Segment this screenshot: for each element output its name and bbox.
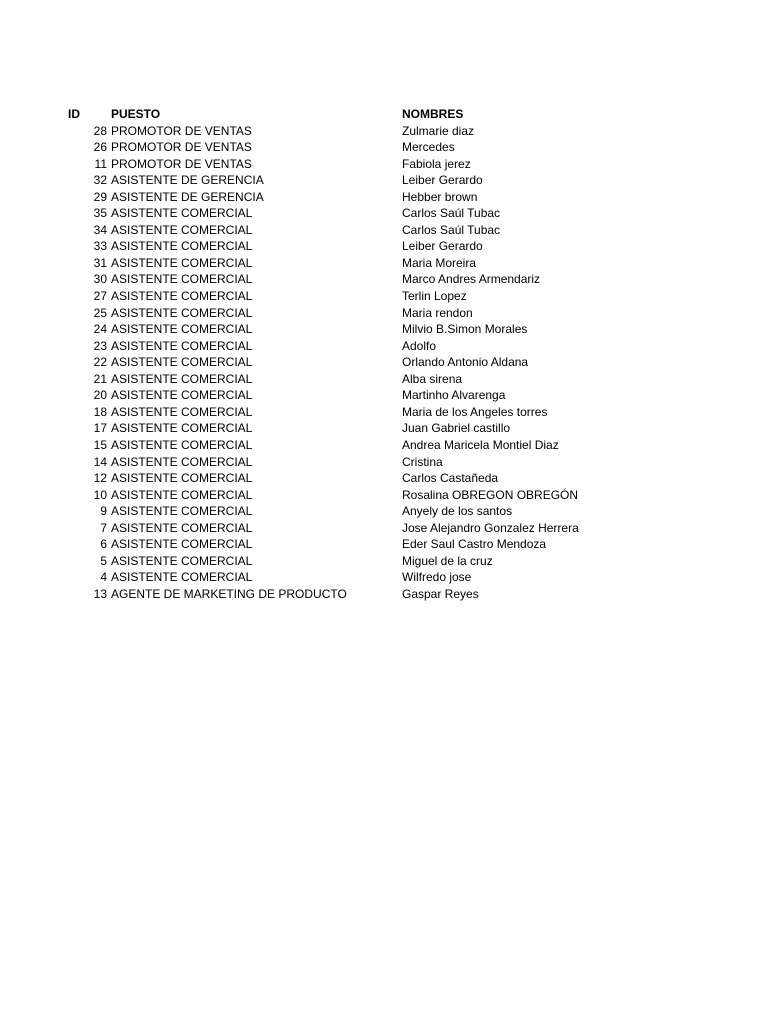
table-row (0, 520, 768, 537)
row-id: 4 (100, 570, 107, 585)
row-nombre: Jose Alejandro Gonzalez Herrera (402, 520, 579, 535)
table-row (0, 156, 768, 173)
row-puesto: AGENTE DE MARKETING DE PRODUCTO (111, 586, 347, 601)
row-nombre: Miguel de la cruz (402, 553, 493, 568)
row-id: 32 (93, 173, 107, 188)
row-id: 20 (93, 388, 107, 403)
table-row (0, 437, 768, 454)
row-nombre: Gaspar Reyes (402, 586, 479, 601)
row-puesto: ASISTENTE COMERCIAL (111, 404, 253, 419)
table-row (0, 205, 768, 222)
table-row (0, 172, 768, 189)
row-id: 27 (93, 289, 107, 303)
row-id: 25 (93, 305, 107, 320)
row-puesto: ASISTENTE DE GERENCIA (111, 189, 264, 204)
row-puesto: PROMOTOR DE VENTAS (111, 156, 252, 171)
table-row (0, 569, 768, 586)
row-id: 23 (93, 338, 107, 353)
table-row (0, 470, 768, 487)
row-puesto: ASISTENTE DE GERENCIA (111, 173, 264, 188)
table-row (0, 420, 768, 437)
row-nombre: Maria Moreira (402, 255, 477, 270)
row-nombre: Wilfredo jose (402, 570, 472, 585)
table-row (0, 305, 768, 322)
row-puesto: ASISTENTE COMERCIAL (111, 537, 253, 552)
row-nombre: Maria rendon (402, 305, 473, 320)
table-row (0, 238, 768, 255)
row-puesto: ASISTENTE COMERCIAL (111, 437, 253, 452)
row-nombre: Milvio B.Simon Morales (402, 322, 528, 337)
table-row (0, 354, 768, 371)
row-id: 15 (93, 437, 107, 452)
row-puesto: ASISTENTE COMERCIAL (111, 570, 253, 585)
row-puesto: PROMOTOR DE VENTAS (111, 140, 252, 155)
table-header (0, 106, 768, 123)
row-id: 21 (93, 371, 107, 386)
row-puesto: ASISTENTE COMERCIAL (111, 255, 253, 270)
row-id: 22 (93, 355, 107, 370)
row-nombre: Alba sirena (402, 371, 463, 386)
row-puesto: ASISTENTE COMERCIAL (111, 553, 253, 568)
table-row (0, 271, 768, 288)
row-nombre: Andrea Maricela Montiel Diaz (402, 437, 559, 452)
table-row (0, 454, 768, 471)
table-row (0, 255, 768, 272)
row-id: 7 (100, 520, 107, 535)
row-puesto: ASISTENTE COMERCIAL (111, 206, 253, 221)
row-id: 10 (93, 487, 107, 502)
row-nombre: Eder Saul Castro Mendoza (402, 537, 547, 552)
row-id: 13 (93, 586, 107, 601)
row-nombre: Fabiola jerez (402, 156, 471, 171)
row-nombre: Mercedes (402, 140, 455, 155)
row-id: 11 (94, 156, 107, 171)
table-row (0, 387, 768, 404)
row-id: 9 (100, 504, 107, 519)
row-id: 26 (93, 140, 107, 155)
row-nombre: Carlos Castañeda (402, 471, 499, 486)
row-id: 18 (93, 404, 107, 419)
row-puesto: ASISTENTE COMERCIAL (111, 239, 253, 254)
row-puesto: ASISTENTE COMERCIAL (111, 272, 253, 287)
row-puesto: ASISTENTE COMERCIAL (111, 305, 253, 320)
row-nombre: Cristina (402, 454, 443, 469)
row-nombre: Anyely de los santos (402, 504, 513, 519)
header-id: ID (68, 107, 80, 121)
row-nombre: Hebber brown (402, 189, 478, 204)
row-nombre: Zulmarie diaz (402, 123, 475, 138)
row-nombre: Juan Gabriel castillo (402, 421, 511, 436)
row-id: 35 (93, 206, 107, 221)
table-row (0, 338, 768, 355)
row-id: 17 (93, 421, 107, 436)
table-row (0, 189, 768, 206)
header-puesto: PUESTO (111, 107, 161, 121)
row-nombre: Leiber Gerardo (402, 173, 483, 188)
row-nombre: Leiber Gerardo (402, 239, 483, 254)
table-row (0, 586, 768, 603)
row-nombre: Maria de los Angeles torres (402, 404, 548, 419)
table-row (0, 222, 768, 239)
row-puesto: ASISTENTE COMERCIAL (111, 421, 253, 436)
row-puesto: ASISTENTE COMERCIAL (111, 371, 253, 386)
table-row (0, 139, 768, 156)
header-nombres: NOMBRES (402, 107, 464, 121)
row-id: 12 (93, 471, 107, 486)
row-puesto: ASISTENTE COMERCIAL (111, 322, 253, 337)
row-puesto: ASISTENTE COMERCIAL (111, 471, 253, 486)
row-id: 31 (93, 255, 107, 270)
table-row (0, 487, 768, 504)
table-row (0, 553, 768, 570)
row-nombre: Adolfo (402, 338, 437, 353)
row-id: 6 (100, 537, 107, 552)
row-nombre: Marco Andres Armendariz (402, 272, 541, 287)
row-nombre: Rosalina OBREGON OBREGÓN (402, 487, 579, 502)
row-nombre: Carlos Saúl Tubac (402, 222, 501, 237)
table-row (0, 503, 768, 520)
row-id: 24 (93, 322, 107, 337)
table-row (0, 404, 768, 421)
row-puesto: ASISTENTE COMERCIAL (111, 338, 253, 353)
row-id: 14 (93, 454, 107, 469)
row-puesto: ASISTENTE COMERCIAL (111, 520, 253, 535)
row-puesto: ASISTENTE COMERCIAL (111, 504, 253, 519)
table-row (0, 536, 768, 553)
row-id: 5 (100, 553, 107, 568)
table-row (0, 123, 768, 140)
row-nombre: Carlos Saúl Tubac (402, 206, 501, 221)
row-id: 34 (93, 222, 107, 237)
table-row (0, 371, 768, 388)
row-puesto: ASISTENTE COMERCIAL (111, 355, 253, 370)
row-id: 33 (93, 239, 107, 254)
row-puesto: ASISTENTE COMERCIAL (111, 222, 253, 237)
row-id: 28 (93, 123, 107, 138)
row-puesto: ASISTENTE COMERCIAL (111, 487, 253, 502)
table-row (0, 288, 768, 305)
row-id: 30 (93, 272, 107, 287)
row-puesto: ASISTENTE COMERCIAL (111, 289, 253, 303)
row-puesto: ASISTENTE COMERCIAL (111, 454, 253, 469)
row-id: 29 (93, 189, 107, 204)
row-puesto: ASISTENTE COMERCIAL (111, 388, 253, 403)
row-nombre: Orlando Antonio Aldana (402, 355, 529, 370)
row-puesto: PROMOTOR DE VENTAS (111, 123, 252, 138)
row-nombre: Terlin Lopez (402, 289, 467, 303)
row-nombre: Martinho Alvarenga (402, 388, 506, 403)
table-row (0, 321, 768, 338)
